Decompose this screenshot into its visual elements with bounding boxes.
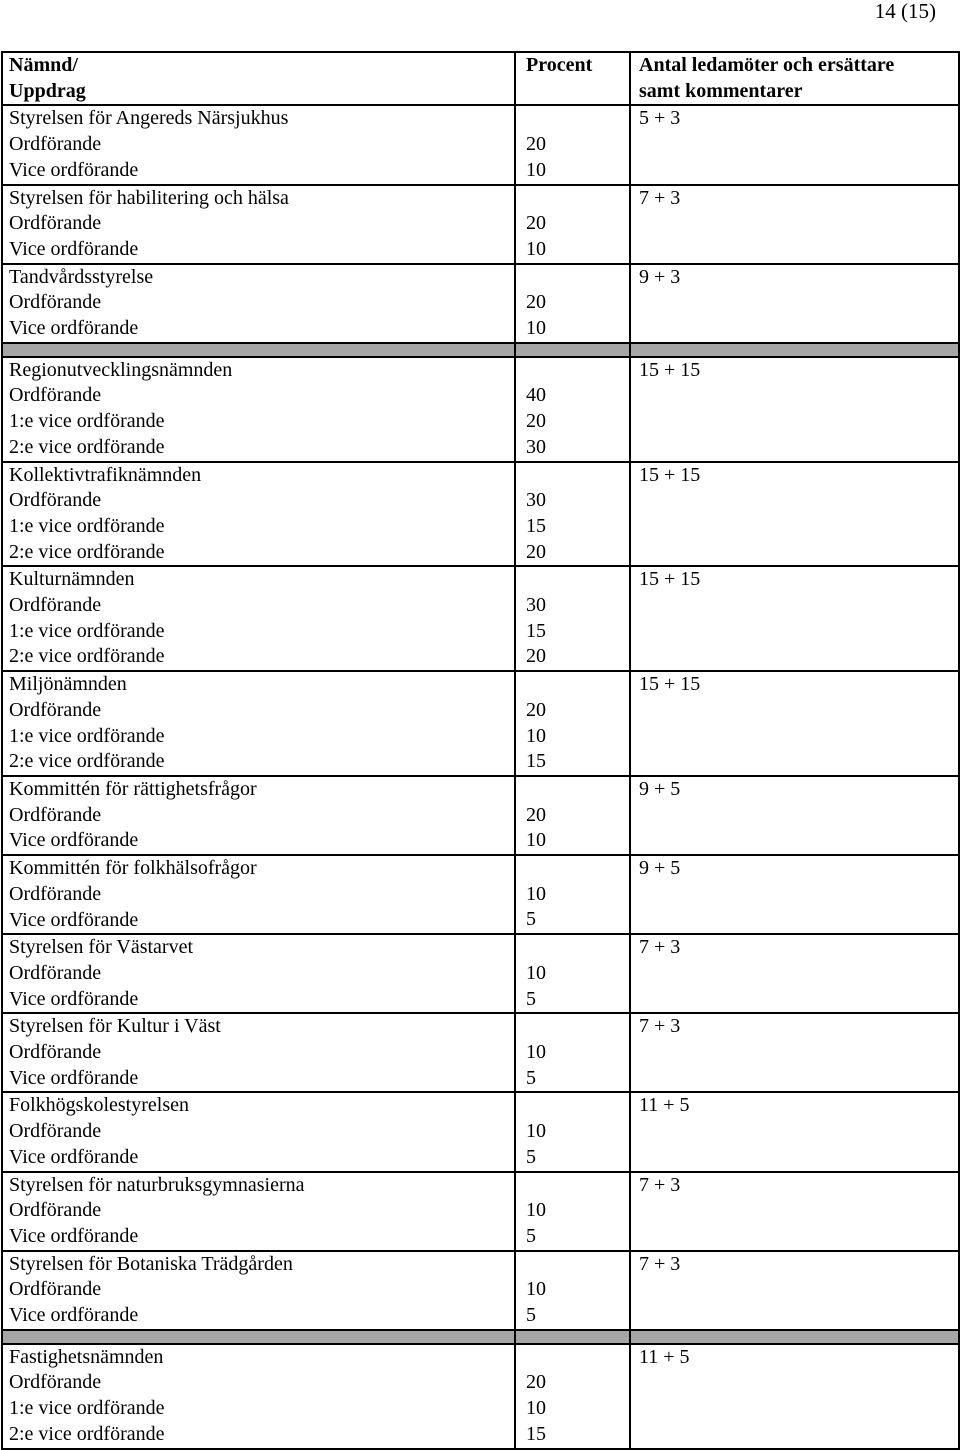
percent-cell (515, 1251, 630, 1330)
members-count: 7 + 3 (639, 936, 681, 959)
members-cell (630, 1344, 959, 1449)
board-compensation-table (1, 51, 960, 1450)
table-row (2, 566, 959, 671)
percent-value: 20 (526, 212, 546, 235)
role-label: 1:e vice ordförande (9, 619, 165, 642)
spacer (526, 1345, 629, 1371)
spacer (526, 856, 629, 882)
members-cell (630, 462, 959, 567)
percent-cell (515, 1172, 630, 1251)
table-row (2, 671, 959, 776)
board-cell (2, 1344, 515, 1449)
board-name: Kulturnämnden (9, 568, 135, 591)
members-count: 9 + 5 (639, 777, 681, 800)
percent-value: 40 (526, 384, 546, 407)
members-count: 15 + 15 (639, 568, 701, 591)
board-name: Kommittén för rättighetsfrågor (9, 777, 257, 800)
spacer (526, 186, 629, 212)
role-label: Vice ordförande (9, 908, 139, 931)
header-line: Uppdrag (9, 79, 86, 102)
percent-cell (515, 264, 630, 343)
spacer (526, 106, 629, 132)
percent-value: 20 (526, 540, 546, 563)
members-cell (630, 855, 959, 934)
percent-value: 30 (526, 489, 546, 512)
members-cell (630, 264, 959, 343)
board-cell (2, 264, 515, 343)
role-label: 2:e vice ordförande (9, 540, 165, 563)
members-count: 7 + 3 (639, 186, 681, 209)
role-label: 1:e vice ordförande (9, 514, 165, 537)
percent-cell (515, 185, 630, 264)
board-cell (2, 1013, 515, 1092)
board-cell (2, 855, 515, 934)
role-label: Ordförande (9, 961, 102, 984)
role-label: Ordförande (9, 1278, 102, 1301)
table-row (2, 1251, 959, 1330)
percent-value: 5 (526, 1145, 536, 1168)
role-label: Ordförande (9, 1199, 102, 1222)
role-label: Vice ordförande (9, 1145, 139, 1168)
role-label: Ordförande (9, 291, 102, 314)
members-cell (630, 185, 959, 264)
percent-value: 5 (526, 1066, 536, 1089)
spacer (526, 1173, 629, 1199)
percent-value: 20 (526, 645, 546, 668)
percent-value: 10 (526, 961, 546, 984)
spacer (526, 672, 629, 698)
role-label: Ordförande (9, 1120, 102, 1143)
members-cell (630, 105, 959, 184)
table-row (2, 105, 959, 184)
percent-value: 15 (526, 750, 546, 773)
members-count: 5 + 3 (639, 107, 681, 130)
members-cell (630, 934, 959, 1013)
table-row (2, 1172, 959, 1251)
header-members-comments (630, 52, 959, 105)
members-count: 11 + 5 (639, 1094, 690, 1117)
role-label: Vice ordförande (9, 317, 139, 340)
role-label: Ordförande (9, 1041, 102, 1064)
board-cell (2, 462, 515, 567)
members-count: 15 + 15 (639, 463, 701, 486)
spacer (526, 463, 629, 489)
board-cell (2, 1172, 515, 1251)
members-cell (630, 566, 959, 671)
percent-value: 10 (526, 882, 546, 905)
header-line: Procent (526, 54, 593, 76)
role-label: 2:e vice ordförande (9, 1422, 165, 1445)
header-board-assignment (2, 52, 515, 105)
header-line: Antal ledamöter och ersättare (639, 54, 895, 76)
role-label: Vice ordförande (9, 237, 139, 260)
board-name: Styrelsen för naturbruksgymnasierna (9, 1173, 305, 1196)
role-label: Ordförande (9, 594, 102, 617)
role-label: Ordförande (9, 882, 102, 905)
header-percent (515, 52, 630, 105)
members-count: 7 + 3 (639, 1173, 681, 1196)
members-count: 9 + 5 (639, 857, 681, 880)
role-label: 2:e vice ordförande (9, 645, 165, 668)
spacer (526, 265, 629, 291)
table-header-row (2, 52, 959, 105)
board-name: Kommittén för folkhälsofrågor (9, 857, 257, 880)
percent-value: 10 (526, 1120, 546, 1143)
percent-value: 5 (526, 1224, 536, 1247)
role-label: Ordförande (9, 489, 102, 512)
role-label: 2:e vice ordförande (9, 435, 165, 458)
role-label: Ordförande (9, 1371, 102, 1394)
table-body (2, 105, 959, 1448)
members-count: 9 + 3 (639, 265, 681, 288)
board-name: Styrelsen för Kultur i Väst (9, 1015, 221, 1038)
percent-cell (515, 1092, 630, 1171)
percent-value: 10 (526, 724, 546, 747)
spacer (526, 935, 629, 961)
header-line: Nämnd/ (9, 54, 78, 76)
percent-value: 10 (526, 1397, 546, 1420)
separator-cell (630, 343, 959, 357)
members-count: 15 + 15 (639, 358, 701, 381)
separator-cell (630, 1330, 959, 1344)
table-row (2, 264, 959, 343)
role-label: 1:e vice ordförande (9, 724, 165, 747)
percent-cell (515, 1344, 630, 1449)
section-separator (2, 1330, 959, 1344)
role-label: Vice ordförande (9, 1304, 139, 1327)
percent-cell (515, 566, 630, 671)
board-name: Miljönämnden (9, 673, 127, 696)
board-name: Folkhögskolestyrelsen (9, 1094, 189, 1117)
table-row (2, 776, 959, 855)
members-cell (630, 1013, 959, 1092)
table-row (2, 1013, 959, 1092)
percent-cell (515, 671, 630, 776)
members-cell (630, 671, 959, 776)
role-label: 2:e vice ordförande (9, 750, 165, 773)
members-cell (630, 1251, 959, 1330)
spacer (526, 777, 629, 803)
role-label: Vice ordförande (9, 158, 139, 181)
role-label: Vice ordförande (9, 1066, 139, 1089)
percent-value: 20 (526, 410, 546, 433)
board-cell (2, 105, 515, 184)
board-cell (2, 185, 515, 264)
role-label: 1:e vice ordförande (9, 1397, 165, 1420)
percent-value: 10 (526, 158, 546, 181)
members-count: 11 + 5 (639, 1345, 690, 1368)
role-label: Ordförande (9, 384, 102, 407)
page-number: 14 (15) (874, 0, 936, 23)
table-row (2, 462, 959, 567)
separator-cell (2, 1330, 515, 1344)
board-cell (2, 566, 515, 671)
role-label: Vice ordförande (9, 987, 139, 1010)
percent-cell (515, 357, 630, 462)
members-count: 7 + 3 (639, 1252, 681, 1275)
board-name: Styrelsen för habilitering och hälsa (9, 186, 289, 209)
role-label: Ordförande (9, 133, 102, 156)
percent-value: 5 (526, 1304, 536, 1327)
role-label: Vice ordförande (9, 1224, 139, 1247)
role-label: 1:e vice ordförande (9, 410, 165, 433)
percent-value: 15 (526, 1422, 546, 1445)
header-line: samt kommentarer (639, 79, 803, 102)
role-label: Ordförande (9, 803, 102, 826)
percent-value: 30 (526, 594, 546, 617)
percent-value: 30 (526, 435, 546, 458)
percent-cell (515, 776, 630, 855)
board-cell (2, 1251, 515, 1330)
percent-value: 20 (526, 133, 546, 156)
board-name: Regionutvecklingsnämnden (9, 358, 233, 381)
percent-value: 10 (526, 1199, 546, 1222)
board-name: Tandvårdsstyrelse (9, 265, 154, 288)
separator-cell (515, 343, 630, 357)
board-cell (2, 934, 515, 1013)
percent-value: 10 (526, 829, 546, 852)
members-cell (630, 357, 959, 462)
section-separator (2, 343, 959, 357)
percent-value: 10 (526, 1278, 546, 1301)
percent-cell (515, 934, 630, 1013)
board-name: Styrelsen för Angereds Närsjukhus (9, 107, 289, 130)
percent-value: 10 (526, 317, 546, 340)
role-label: Vice ordförande (9, 829, 139, 852)
percent-value: 10 (526, 1041, 546, 1063)
percent-cell (515, 855, 630, 934)
percent-cell (515, 462, 630, 567)
separator-cell (515, 1330, 630, 1344)
table-row (2, 855, 959, 934)
board-name: Styrelsen för Västarvet (9, 936, 194, 959)
board-cell (2, 776, 515, 855)
table-row (2, 185, 959, 264)
members-cell (630, 776, 959, 855)
percent-value: 20 (526, 803, 546, 826)
spacer (526, 1252, 629, 1278)
table-row (2, 934, 959, 1013)
percent-value: 5 (526, 987, 536, 1010)
board-name: Styrelsen för Botaniska Trädgården (9, 1252, 293, 1275)
board-name: Fastighetsnämnden (9, 1345, 164, 1368)
percent-value: 20 (526, 1371, 546, 1394)
separator-cell (2, 343, 515, 357)
role-label: Ordförande (9, 698, 102, 721)
board-name: Kollektivtrafiknämnden (9, 463, 202, 486)
percent-value: 20 (526, 698, 546, 721)
role-label: Ordförande (9, 212, 102, 235)
percent-value: 10 (526, 237, 546, 260)
board-cell (2, 671, 515, 776)
percent-value: 15 (526, 619, 546, 642)
spacer (526, 567, 629, 593)
table-row (2, 1092, 959, 1171)
percent-value: 15 (526, 514, 546, 537)
members-cell (630, 1172, 959, 1251)
spacer (526, 1093, 629, 1119)
spacer (526, 358, 629, 384)
members-count: 7 + 3 (639, 1015, 681, 1038)
percent-cell (515, 1013, 630, 1092)
board-cell (2, 357, 515, 462)
percent-value: 20 (526, 291, 546, 314)
percent-cell (515, 105, 630, 184)
percent-value: 5 (526, 908, 536, 931)
members-cell (630, 1092, 959, 1171)
board-cell (2, 1092, 515, 1171)
members-count: 15 + 15 (639, 673, 701, 696)
spacer (526, 1014, 629, 1040)
table-row (2, 1344, 959, 1449)
table-row (2, 357, 959, 462)
